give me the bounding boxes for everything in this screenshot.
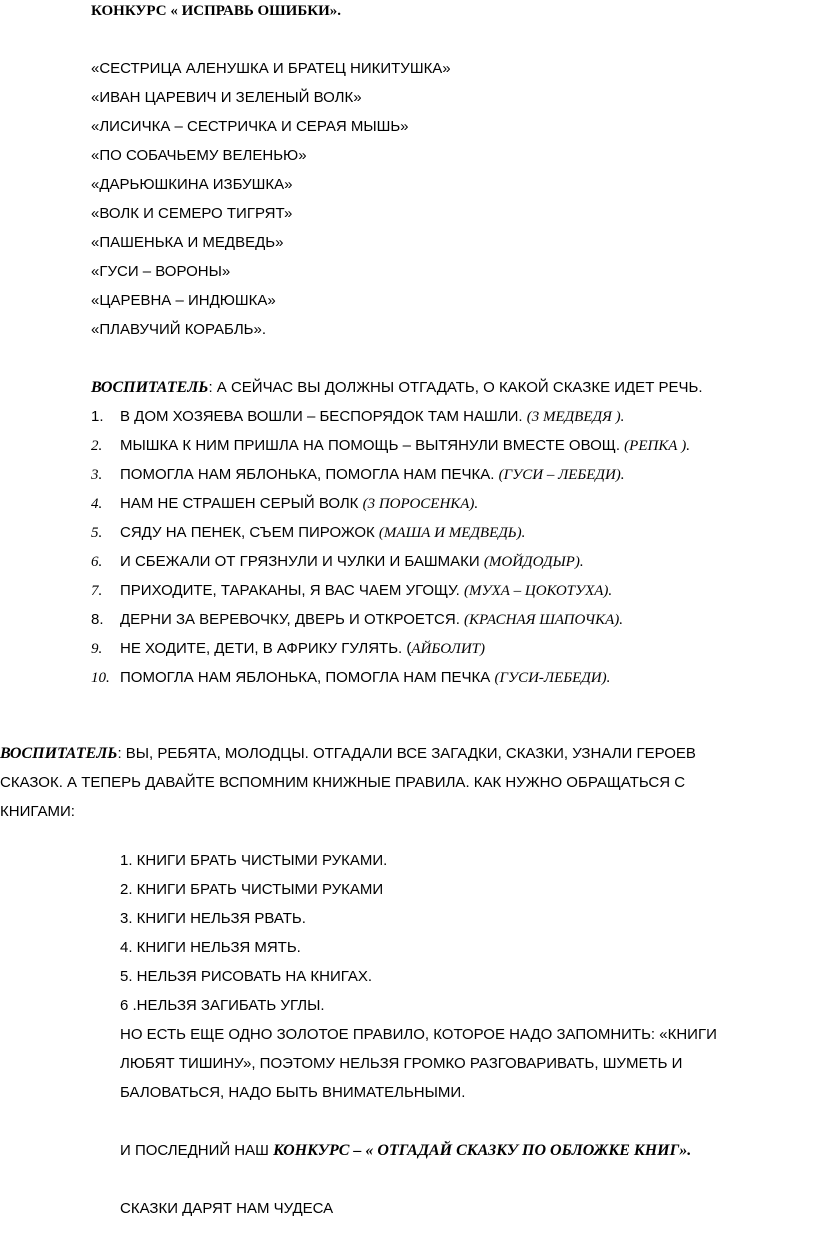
riddle-text: МЫШКА К НИМ ПРИШЛА НА ПОМОЩЬ – ВЫТЯНУЛИ ВМЕСТЕ ОВОЩ. (РЕПКА ). [120,437,690,454]
riddle-text: ДЕРНИ ЗА ВЕРЕВОЧКУ, ДВЕРЬ И ОТКРОЕТСЯ. (КРАСНАЯ ШАПОЧКА). [120,611,623,628]
riddle-text: СЯДУ НА ПЕНЕК, СЪЕМ ПИРОЖОК (МАША И МЕДВЕДЬ). [120,524,526,541]
riddle-text: И СБЕЖАЛИ ОТ ГРЯЗНУЛИ И ЧУЛКИ И БАШМАКИ (МОЙДОДЫР). [120,553,584,570]
riddle-answer: (МОЙДОДЫР). [483,554,584,570]
riddle-answer: (РЕПКА ). [624,438,690,454]
riddle-number: 3. [91,467,103,483]
golden-rule-line: НО ЕСТЬ ЕЩЕ ОДНО ЗОЛОТОЕ ПРАВИЛО, КОТОРОЕ НАДО ЗАПОМНИТЬ: «КНИГИ [120,1026,717,1043]
teacher-praise-line: ВОСПИТАТЕЛЬ: ВЫ, РЕБЯТА, МОЛОДЦЫ. ОТГАДАЛИ ВСЕ ЗАГАДКИ, СКАЗКИ, УЗНАЛИ ГЕРОЕВ [0,745,696,762]
teacher-praise-line: КНИГАМИ: [0,803,75,820]
wrong-title-item: «ПАШЕНЬКА И МЕДВЕДЬ» [91,234,284,251]
riddle-number: 5. [91,525,103,541]
riddle-text: В ДОМ ХОЗЯЕВА ВОШЛИ – БЕСПОРЯДОК ТАМ НАШЛИ. (3 МЕДВЕДЯ ). [120,408,625,425]
riddle-number: 6. [91,554,103,570]
riddle-text: НЕ ХОДИТЕ, ДЕТИ, В АФРИКУ ГУЛЯТЬ. (АЙБОЛИТ) [120,640,486,657]
wrong-title-item: «ЦАРЕВНА – ИНДЮШКА» [91,292,276,309]
riddle-number: 2. [91,438,103,454]
wrong-title-item: «ДАРЬЮШКИНА ИЗБУШКА» [91,176,293,193]
last-contest: И ПОСЛЕДНИЙ НАШ КОНКУРС – « ОТГАДАЙ СКАЗКУ ПО ОБЛОЖКЕ КНИГ». [120,1142,692,1159]
riddle-text: ПОМОГЛА НАМ ЯБЛОНЬКА, ПОМОГЛА НАМ ПЕЧКА (ГУСИ-ЛЕБЕДИ). [120,669,611,686]
book-rule-item: 4. КНИГИ НЕЛЬЗЯ МЯТЬ. [120,939,301,956]
speaker-label: ВОСПИТАТЕЛЬ [91,379,209,396]
wrong-title-item: «ПЛАВУЧИЙ КОРАБЛЬ». [91,321,267,338]
book-rule-item: 2. КНИГИ БРАТЬ ЧИСТЫМИ РУКАМИ [120,881,384,898]
riddle-number: 9. [91,641,103,657]
wrong-title-item: «ЛИСИЧКА – СЕСТРИЧКА И СЕРАЯ МЫШЬ» [91,118,409,135]
contest-name: КОНКУРС – « ОТГАДАЙ СКАЗКУ ПО ОБЛОЖКЕ КНИГ». [273,1142,692,1159]
wrong-title-item: «ПО СОБАЧЬЕМУ ВЕЛЕНЬЮ» [91,147,307,164]
riddle-text: НАМ НЕ СТРАШЕН СЕРЫЙ ВОЛК (3 ПОРОСЕНКА). [120,495,479,512]
wrong-title-item: «ВОЛК И СЕМЕРО ТИГРЯТ» [91,205,293,222]
riddle-number: 7. [91,583,103,599]
book-rule-item: 6 .НЕЛЬЗЯ ЗАГИБАТЬ УГЛЫ. [120,997,325,1014]
closing-line: СКАЗКИ ДАРЯТ НАМ ЧУДЕСА [120,1200,334,1217]
riddle-answer: (3 ПОРОСЕНКА). [362,496,479,512]
riddle-answer: АЙБОЛИТ) [411,641,486,657]
book-rule-item: 3. КНИГИ НЕЛЬЗЯ РВАТЬ. [120,910,306,927]
wrong-title-item: «ГУСИ – ВОРОНЫ» [91,263,231,280]
wrong-title-item: «ИВАН ЦАРЕВИЧ И ЗЕЛЕНЫЙ ВОЛК» [91,89,362,106]
speaker-label: ВОСПИТАТЕЛЬ [0,745,118,762]
page-title: КОНКУРС « ИСПРАВЬ ОШИБКИ». [91,3,342,19]
teacher-intro-text: : А СЕЙЧАС ВЫ ДОЛЖНЫ ОТГАДАТЬ, О КАКОЙ СКАЗКЕ ИДЕТ РЕЧЬ. [208,379,703,396]
riddle-answer: (3 МЕДВЕДЯ ). [526,409,625,425]
riddle-answer: (ГУСИ – ЛЕБЕДИ). [498,467,625,483]
riddle-number: 4. [91,496,103,512]
riddle-number: 1. [91,408,104,425]
riddle-number: 8. [91,611,104,628]
teacher-intro [91,379,703,397]
wrong-title-item: «СЕСТРИЦА АЛЕНУШКА И БРАТЕЦ НИКИТУШКА» [91,60,451,77]
riddle-answer: (МАША И МЕДВЕДЬ). [378,525,526,541]
riddle-number: 10. [91,670,110,686]
golden-rule-line: ЛЮБЯТ ТИШИНУ», ПОЭТОМУ НЕЛЬЗЯ ГРОМКО РАЗГОВАРИВАТЬ, ШУМЕТЬ И [120,1055,683,1072]
riddle-answer: (КРАСНАЯ ШАПОЧКА). [464,612,623,628]
riddle-text: ПОМОГЛА НАМ ЯБЛОНЬКА, ПОМОГЛА НАМ ПЕЧКА. (ГУСИ – ЛЕБЕДИ). [120,466,625,483]
teacher-praise-line: СКАЗОК. А ТЕПЕРЬ ДАВАЙТЕ ВСПОМНИМ КНИЖНЫЕ ПРАВИЛА. КАК НУЖНО ОБРАЩАТЬСЯ С [0,774,686,791]
book-rule-item: 1. КНИГИ БРАТЬ ЧИСТЫМИ РУКАМИ. [120,852,388,869]
book-rule-item: 5. НЕЛЬЗЯ РИСОВАТЬ НА КНИГАХ. [120,968,373,985]
riddle-answer: (МУХА – ЦОКОТУХА). [463,583,613,599]
riddle-text: ПРИХОДИТЕ, ТАРАКАНЫ, Я ВАС ЧАЕМ УГОЩУ. (МУХА – ЦОКОТУХА). [120,582,613,599]
riddle-answer: (ГУСИ-ЛЕБЕДИ). [494,670,611,686]
golden-rule-line: БАЛОВАТЬСЯ, НАДО БЫТЬ ВНИМАТЕЛЬНЫМИ. [120,1084,466,1101]
